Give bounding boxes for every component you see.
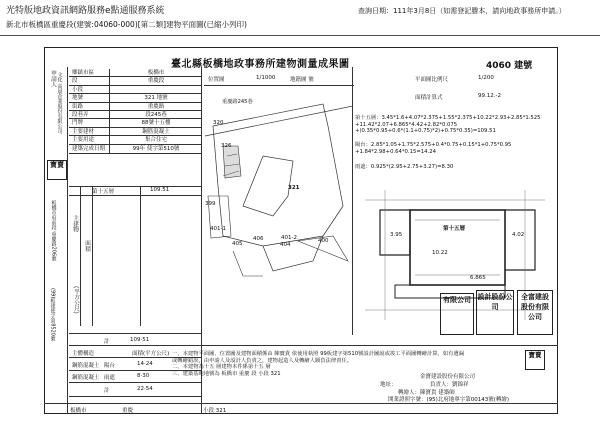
unit-label: (平方公尺)	[72, 286, 79, 314]
plan-scale-label: 平面圖比例尺	[415, 77, 449, 83]
total-label: 計	[104, 339, 110, 345]
structure-label: 主體構造	[72, 351, 95, 357]
building-number: 4060 建號	[486, 61, 533, 71]
canopy-label: 雨遮	[104, 375, 116, 381]
canopy-value: 8·30	[137, 373, 150, 379]
area-calc-floor15: 第十五層：3.45*1.6+4.07*2.375+1.55*2.375+10.22*2.93+2.85*1.525 +11.42*2.07+6.865*4.42+2.82*0.075 +(0.35*0.95+0.6*(1.1+0.75)*2)+0.75*0.35)=109.51	[355, 115, 541, 135]
area-calc-balcony: 陽台：2.85*1.05+1.75*2.575+0.4*0.75+0.15*1+0.75*0.95 +1.84*2.98+0.64*0.15=14.24	[355, 142, 512, 155]
floor-label: 第十五層	[92, 189, 115, 195]
parcel-label: 320	[213, 120, 224, 126]
canopy-structure: 鋼筋混凝土	[72, 375, 100, 381]
notes-divider	[172, 345, 558, 346]
info-row: 主要用途 集合住宅	[69, 136, 202, 144]
location-map-scale: 1/1000	[256, 75, 276, 81]
office-license: 開業證照字號：(95)北府地專字第00143號(轉繪)	[388, 397, 510, 403]
floor-area: 109.51	[150, 187, 170, 193]
balcony-structure: 鋼筋混凝土	[72, 363, 100, 369]
column-divider	[80, 186, 81, 326]
note-line: 三、建築基地地號為 板橋市 重慶 段 小段 321	[172, 371, 281, 378]
system-title: 光特版地政資訊網路服務e點通服務系統	[6, 6, 165, 16]
plan-dimension: 3.95	[390, 232, 403, 238]
info-row: 主要建材 鋼筋混凝土	[69, 128, 202, 136]
note-line: 或轉繪錯誤，由申請人及設計人負責之，建物起造人及轉繪人願負法律責任。	[172, 357, 353, 364]
parcel-label: 401-1	[210, 226, 226, 232]
sum-value: 22·54	[137, 386, 153, 392]
info-row: 街路 重慶路	[69, 103, 202, 111]
plan-dimension: 6.865	[470, 275, 486, 281]
summary-divider	[69, 333, 202, 334]
parcel-label: 326	[221, 143, 232, 149]
area-column-label: 面積(平方公尺)	[132, 351, 170, 357]
summary-divider	[69, 382, 202, 383]
location-map-label: 位置圖	[208, 77, 225, 83]
construction-seal: 全富建設股份有限公司	[517, 290, 553, 335]
document-title: 臺北縣板橋地政事務所建物測量成果圖	[171, 59, 350, 70]
location-map	[203, 86, 353, 336]
footer-subsection: 小段 321	[203, 408, 227, 414]
footer-divider	[44, 403, 558, 404]
parcel-label: 404	[280, 242, 291, 248]
road-label: 重慶路245巷	[222, 99, 253, 105]
balcony-value: 14·24	[137, 361, 153, 367]
surveyor-corner-stamp: 寶賣	[525, 350, 545, 370]
note-line: 一、本建物平面圖、位置圖及建物面積係由 陳寶貴 依使用執照 99板建字第510號設計圖說或竣工平面圖轉繪計算，如有遺漏	[172, 351, 465, 357]
surveyor-stamp: 寶賣	[47, 160, 67, 180]
info-row: 小段	[69, 86, 202, 94]
info-row: 建築完成日期 99年 使字第510號	[69, 145, 202, 154]
info-row: 段 重慶段	[69, 77, 202, 85]
building-info-table	[69, 69, 202, 154]
plan-floor-label: 第十五層	[443, 226, 466, 232]
total-value: 109·51	[130, 337, 150, 343]
parcel-label: 399	[205, 201, 216, 207]
parcel-label: 400	[318, 238, 329, 244]
license-number: (99)板建使字第8520號	[49, 288, 56, 341]
parcel-label: 321	[288, 185, 300, 191]
summary-divider	[69, 396, 202, 397]
header-divider	[0, 35, 600, 36]
address-label: 地址：	[380, 382, 397, 388]
sum-label: 計	[104, 388, 110, 394]
area-calc-label: 面積計算式	[415, 95, 443, 101]
design-seal: 設計股份公司	[476, 290, 514, 335]
plan-dimension: 4.02	[512, 232, 525, 238]
note-line: 二、本建物為十五 層建物本件係第十五 層	[172, 364, 271, 371]
column-divider	[140, 186, 141, 326]
company-name: 金寶建設股份有限公司	[420, 374, 476, 380]
plan-scale: 1/200	[478, 75, 494, 81]
applicant-name: 文化 高晨企業股份有限公司	[56, 72, 63, 134]
surveyor-name: 轉繪人：陳寶貴 建築師	[398, 390, 455, 396]
main-building-label: 主建物	[71, 215, 78, 233]
parcel-label: 401-2	[281, 235, 297, 241]
applicant-label: 申請人	[49, 70, 56, 88]
plan-dimension: 10.22	[432, 250, 448, 256]
query-info: 查詢日期：111年3月8日（如需登記謄本，請向地政事務所申請。）	[358, 7, 566, 15]
column-area-label: 面積	[83, 240, 90, 252]
floor-divider	[69, 195, 202, 196]
info-row: 地號 321 地號	[69, 94, 202, 102]
info-row: 鄉鎮市區 板橋市	[69, 69, 202, 77]
document-subtitle: 新北市板橋區重慶段(建號:04060-000)[第二類]建物平面圖(已縮小列印)	[6, 20, 247, 29]
sheet-reference: 地籍圖 號	[290, 77, 314, 83]
column-divider	[92, 186, 93, 326]
floor-divider	[69, 186, 202, 187]
parcel-label: 406	[253, 236, 264, 242]
page-header	[0, 0, 600, 36]
company-rep: 負責人：劉錦祥	[430, 382, 469, 388]
info-row: 門牌 88號十五樓	[69, 119, 202, 127]
survey-date: 99.12.-2	[478, 93, 501, 99]
owner-address: 板橋市府前段 重慶路206號	[50, 200, 57, 262]
footer-city: 板橋市	[70, 408, 87, 414]
info-row: 段巷弄 段245巷	[69, 111, 202, 119]
area-calc-canopy: 雨遮：0.925*(2.95+2.75+3.27)=8.30	[355, 164, 454, 170]
balcony-label: 陽台	[104, 363, 116, 369]
footer-section: 重慶	[122, 408, 134, 414]
parcel-label: 405	[232, 241, 243, 247]
company-seal: 有限公司	[440, 293, 474, 335]
